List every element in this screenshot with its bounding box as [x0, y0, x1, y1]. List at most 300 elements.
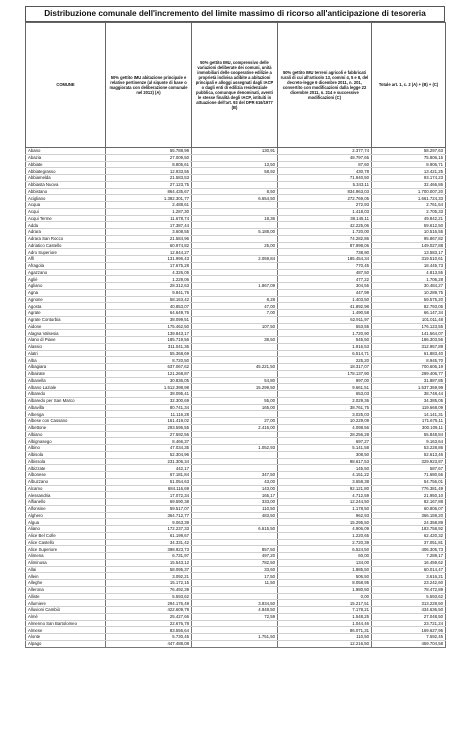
cell-imu-abitazione: 27.592,56 — [106, 431, 192, 438]
cell-imu-terreni: 6.524,50 — [278, 546, 372, 553]
cell-totale: 8.945,70 — [372, 357, 446, 364]
cell-imu-abitazione: 80.741,34 — [106, 404, 192, 411]
cell-comune: Adro Superiore — [26, 249, 106, 256]
cell-comune: Albisola — [26, 451, 106, 458]
cell-totale: 2.761,54 — [372, 202, 446, 209]
cell-imu-terreni: 225,20 — [278, 357, 372, 364]
cell-imu-abitazione: 55.368,69 — [106, 350, 192, 357]
table-row — [26, 485, 446, 492]
table-row — [26, 175, 446, 182]
cell-imu-abitazione: 38.099,51 — [106, 316, 192, 323]
table-row — [26, 519, 446, 526]
cell-imu-cooperative — [192, 451, 278, 458]
cell-comune: Agrate — [26, 310, 106, 317]
table-row — [26, 553, 446, 560]
cell-imu-cooperative — [192, 586, 278, 593]
cell-imu-cooperative: 43,00 — [192, 478, 278, 485]
cell-totale: 1.661.724,33 — [372, 195, 446, 202]
cell-imu-cooperative: 5.188,00 — [192, 229, 278, 236]
table-row — [26, 269, 446, 276]
table-row — [26, 195, 446, 202]
cell-imu-cooperative — [192, 235, 278, 242]
cell-totale: 61.883,40 — [372, 350, 446, 357]
cell-imu-terreni: 2.377,74 — [278, 148, 372, 155]
cell-imu-cooperative: 483,50 — [192, 512, 278, 519]
cell-imu-abitazione: 442,17 — [106, 465, 192, 472]
cell-totale: 10.289,75 — [372, 289, 446, 296]
cell-comune: Albuzzano — [26, 478, 106, 485]
cell-totale: 53.228,86 — [372, 445, 446, 452]
cell-imu-cooperative — [192, 411, 278, 418]
cell-imu-cooperative: 6.654,50 — [192, 195, 278, 202]
cell-totale: 23.721,24 — [372, 620, 446, 627]
cell-imu-terreni: 0,00 — [278, 593, 372, 600]
cell-imu-terreni: 477,22 — [278, 276, 372, 283]
municipal-distribution-table — [25, 22, 446, 648]
cell-imu-cooperative: 38,50 — [192, 337, 278, 344]
cell-comune: Adda — [26, 222, 106, 229]
cell-imu-abitazione: 311.041,36 — [106, 343, 192, 350]
cell-totale: 183.758,92 — [372, 526, 446, 533]
cell-comune: Albagiara — [26, 364, 106, 371]
table-row — [26, 505, 446, 512]
cell-comune: Albano Laziale — [26, 384, 106, 391]
cell-imu-cooperative — [192, 154, 278, 161]
cell-totale: 95.867,82 — [372, 235, 446, 242]
cell-comune: Alice Castello — [26, 539, 106, 546]
cell-totale: 31.887,85 — [372, 377, 446, 384]
column-header-imu-cooperative-iacp: 50% gettito IMU, comprensivo delle variazioni deliberate dei comuni, unità immobiliari delle cooperative edilizie a proprietà indivisa adibite a abitazioni principali e alloggi assegnati dagli IACP o dagli enti di edilizia residenziale pubblica, comunque denominati, aventi le stesse finalità degli IACP, istituiti in attuazione dell'art. 93 del DPR 616/1977 (B) — [192, 23, 278, 148]
cell-imu-abitazione: 32.300,69 — [106, 397, 192, 404]
cell-imu-cooperative: 3.834,50 — [192, 600, 278, 607]
table-row — [26, 249, 446, 256]
table-row — [26, 512, 446, 519]
cell-imu-abitazione: 17.072,34 — [106, 492, 192, 499]
cell-imu-terreni: 87,60 — [278, 161, 372, 168]
cell-totale: 59.575,20 — [372, 296, 446, 303]
table-row — [26, 283, 446, 290]
table-header-row — [26, 23, 446, 148]
table-row — [26, 148, 446, 155]
cell-comune: Alassio — [26, 343, 106, 350]
cell-imu-abitazione: 1.287,30 — [106, 208, 192, 215]
cell-imu-terreni: 653,03 — [278, 391, 372, 398]
cell-imu-cooperative — [192, 316, 278, 323]
cell-imu-terreni: 145,50 — [278, 465, 372, 472]
cell-imu-cooperative — [192, 465, 278, 472]
cell-imu-abitazione: 21.584,96 — [106, 235, 192, 242]
cell-imu-abitazione: 25.427,66 — [106, 613, 192, 620]
cell-comune: Adrara San Rocco — [26, 235, 106, 242]
cell-comune: Agnone — [26, 296, 106, 303]
cell-imu-cooperative: 6.615,50 — [192, 526, 278, 533]
table-row — [26, 296, 446, 303]
cell-comune: Albettone — [26, 424, 106, 431]
cell-imu-abitazione: 447.488,08 — [106, 640, 192, 647]
cell-imu-cooperative: 497,20 — [192, 553, 278, 560]
cell-imu-abitazione: 175.462,50 — [106, 323, 192, 330]
cell-totale: 3.616,21 — [372, 573, 446, 580]
cell-imu-cooperative: 110,50 — [192, 505, 278, 512]
cell-totale: 82.167,88 — [372, 499, 446, 506]
cell-totale: 54.756,01 — [372, 478, 446, 485]
table-row — [26, 539, 446, 546]
cell-imu-abitazione: 51.054,63 — [106, 478, 192, 485]
cell-totale: 4.813,55 — [372, 269, 446, 276]
cell-comune: Almè — [26, 613, 106, 620]
cell-imu-abitazione: 40.853,07 — [106, 303, 192, 310]
cell-imu-cooperative: 25,00 — [192, 242, 278, 249]
cell-imu-abitazione: 172.237,33 — [106, 526, 192, 533]
cell-imu-terreni: 18.317,07 — [278, 364, 372, 371]
cell-imu-abitazione: 34.331,42 — [106, 539, 192, 546]
cell-comune: Abbiategrasso — [26, 168, 106, 175]
table-row — [26, 620, 446, 627]
cell-imu-abitazione: 637.067,62 — [106, 364, 192, 371]
cell-imu-terreni: 48.797,65 — [278, 154, 372, 161]
table-row — [26, 202, 446, 209]
cell-imu-cooperative: 17,50 — [192, 573, 278, 580]
cell-totale: 27.048,50 — [372, 613, 446, 620]
cell-imu-abitazione: 22.676,78 — [106, 620, 192, 627]
cell-comune: Afragola — [26, 262, 106, 269]
cell-imu-abitazione: 5.593,62 — [106, 593, 192, 600]
cell-totale: 52.613,46 — [372, 451, 446, 458]
cell-imu-terreni: 15.217,51 — [278, 600, 372, 607]
cell-totale: 186.303,56 — [372, 337, 446, 344]
cell-imu-abitazione: 15.543,12 — [106, 559, 192, 566]
cell-totale: 8.906,71 — [372, 161, 446, 168]
cell-imu-abitazione: 52.304,96 — [106, 451, 192, 458]
cell-imu-abitazione: 60.974,82 — [106, 242, 192, 249]
cell-totale: 60.806,07 — [372, 505, 446, 512]
cell-imu-cooperative — [192, 181, 278, 188]
cell-imu-cooperative: 347,50 — [192, 472, 278, 479]
cell-imu-abitazione: 4.326,05 — [106, 269, 192, 276]
table-row — [26, 559, 446, 566]
cell-imu-terreni: 15.295,50 — [278, 519, 372, 526]
cell-comune: Alfianello — [26, 499, 106, 506]
table-row — [26, 161, 446, 168]
cell-imu-terreni: 308,50 — [278, 451, 372, 458]
table-row — [26, 424, 446, 431]
cell-imu-cooperative: 8,28 — [192, 296, 278, 303]
table-row — [26, 492, 446, 499]
cell-comune: Alonte — [26, 634, 106, 641]
cell-imu-cooperative — [192, 262, 278, 269]
cell-imu-abitazione: 422.609,79 — [106, 607, 192, 614]
cell-totale: 30.484,27 — [372, 283, 446, 290]
cell-comune: Alba — [26, 357, 106, 364]
cell-comune: Alleghe — [26, 580, 106, 587]
cell-totale: 171.675,11 — [372, 418, 446, 425]
cell-imu-terreni: 962,93 — [278, 512, 372, 519]
cell-imu-terreni: 12.216,50 — [278, 640, 372, 647]
table-row — [26, 154, 446, 161]
cell-totale: 119.668,09 — [372, 404, 446, 411]
cell-imu-abitazione: 9.841,76 — [106, 289, 192, 296]
cell-totale: 300.109,11 — [372, 424, 446, 431]
cell-totale: 299.406,77 — [372, 370, 446, 377]
cell-imu-abitazione: 58.163,42 — [106, 296, 192, 303]
cell-comune: Aliano — [26, 526, 106, 533]
cell-imu-abitazione: 59.517,07 — [106, 505, 192, 512]
cell-totale: 366.159,20 — [372, 512, 446, 519]
cell-imu-cooperative: 11,50 — [192, 580, 278, 587]
cell-imu-cooperative: 165,17 — [192, 492, 278, 499]
cell-comune: Abbistano — [26, 188, 106, 195]
cell-imu-terreni: 3.658,38 — [278, 478, 372, 485]
cell-imu-abitazione: 3.608,55 — [106, 229, 192, 236]
cell-comune: Albiano — [26, 431, 106, 438]
table-row — [26, 242, 446, 249]
cell-imu-abitazione: 38.095,41 — [106, 391, 192, 398]
cell-comune: Albavilla — [26, 404, 106, 411]
table-row — [26, 451, 446, 458]
cell-imu-cooperative — [192, 330, 278, 337]
cell-imu-cooperative: 54,80 — [192, 377, 278, 384]
cell-comune: Almenno San Bartolomeo — [26, 620, 106, 627]
cell-imu-abitazione: 11.678,74 — [106, 215, 192, 222]
table-row — [26, 397, 446, 404]
cell-totale: 101.011,48 — [372, 316, 446, 323]
cell-imu-terreni: 74.282,86 — [278, 235, 372, 242]
cell-imu-terreni: 487,50 — [278, 269, 372, 276]
cell-imu-abitazione: 12.844,27 — [106, 249, 192, 256]
cell-comune: Acqua — [26, 202, 106, 209]
cell-imu-cooperative — [192, 438, 278, 445]
cell-imu-terreni: 6.514,71 — [278, 350, 372, 357]
cell-imu-terreni: 834.963,03 — [278, 188, 372, 195]
cell-totale: 1.700.007,20 — [372, 188, 446, 195]
cell-comune: Albonese — [26, 472, 106, 479]
table-row — [26, 222, 446, 229]
table-row — [26, 627, 446, 634]
cell-imu-terreni: 770,45 — [278, 262, 372, 269]
cell-imu-abitazione: 139.843,17 — [106, 330, 192, 337]
cell-totale: 78.472,89 — [372, 586, 446, 593]
cell-imu-cooperative — [192, 620, 278, 627]
cell-totale: 71.680,56 — [372, 472, 446, 479]
cell-imu-abitazione: 55.788,99 — [106, 148, 192, 155]
cell-imu-abitazione: 61.199,67 — [106, 532, 192, 539]
cell-totale: 59.612,50 — [372, 222, 446, 229]
cell-imu-abitazione: 76.492,39 — [106, 586, 192, 593]
cell-imu-cooperative — [192, 208, 278, 215]
cell-imu-abitazione: 9.063,39 — [106, 519, 192, 526]
table-row — [26, 472, 446, 479]
cell-totale: 9.163,64 — [372, 438, 446, 445]
table-row — [26, 208, 446, 215]
cell-comune: Alagna Valsesia — [26, 330, 106, 337]
document-title: Distribuzione comunale dell'incremento del limite massimo di ricorso all'anticipazione di tesoreria — [25, 6, 445, 22]
cell-imu-terreni: 92.121,80 — [278, 485, 372, 492]
table-row — [26, 343, 446, 350]
cell-comune: Aliminusa — [26, 559, 106, 566]
cell-comune: Albenga — [26, 411, 106, 418]
cell-imu-cooperative — [192, 249, 278, 256]
cell-imu-cooperative — [192, 431, 278, 438]
cell-comune: Alice Superiore — [26, 546, 106, 553]
cell-imu-abitazione: 3.092,21 — [106, 573, 192, 580]
cell-comune: Alatri — [26, 350, 106, 357]
cell-imu-abitazione: 12.933,55 — [106, 168, 192, 175]
cell-imu-terreni: 9.661,51 — [278, 384, 372, 391]
cell-totale: 329.923,87 — [372, 458, 446, 465]
cell-imu-terreni: 697,27 — [278, 438, 372, 445]
cell-totale: 60.014,47 — [372, 566, 446, 573]
cell-imu-terreni: 738,90 — [278, 249, 372, 256]
cell-comune: Alliste — [26, 593, 106, 600]
cell-totale: 16.459,62 — [372, 559, 446, 566]
cell-imu-cooperative: 47,00 — [192, 303, 278, 310]
cell-imu-terreni: 4.712,59 — [278, 492, 372, 499]
table-row — [26, 499, 446, 506]
cell-comune: Adrara — [26, 229, 106, 236]
cell-imu-terreni: 1.548,25 — [278, 613, 372, 620]
cell-comune: Albissola — [26, 458, 106, 465]
cell-imu-abitazione: 864.435,67 — [106, 188, 192, 195]
cell-imu-terreni: 1.403,50 — [278, 296, 372, 303]
cell-comune: Adriatico Castello — [26, 242, 106, 249]
cell-imu-terreni: 71.940,50 — [278, 175, 372, 182]
cell-comune: Albaredo per San Marco — [26, 397, 106, 404]
cell-imu-cooperative: 4.848,50 — [192, 607, 278, 614]
table-row — [26, 640, 446, 647]
cell-comune: Abano — [26, 148, 106, 155]
cell-totale: 10.516,55 — [372, 229, 446, 236]
cell-imu-abitazione: 398.923,73 — [106, 546, 192, 553]
cell-imu-abitazione: 1.382.301,77 — [106, 195, 192, 202]
table-row — [26, 458, 446, 465]
cell-comune: Algua — [26, 519, 106, 526]
cell-comune: Alcamo — [26, 485, 106, 492]
table-row — [26, 384, 446, 391]
table-row — [26, 276, 446, 283]
cell-imu-cooperative — [192, 640, 278, 647]
cell-imu-terreni: 42.225,06 — [278, 222, 372, 229]
cell-imu-cooperative — [192, 350, 278, 357]
cell-imu-cooperative: 1.751,50 — [192, 634, 278, 641]
table-row — [26, 310, 446, 317]
cell-comune: Albino — [26, 445, 106, 452]
cell-imu-abitazione: 17.387,44 — [106, 222, 192, 229]
cell-totale: 18.445,73 — [372, 262, 446, 269]
table-row — [26, 607, 446, 614]
cell-imu-terreni: 5.343,11 — [278, 181, 372, 188]
cell-totale: 587,67 — [372, 465, 446, 472]
cell-comune: Albignasego — [26, 438, 106, 445]
cell-imu-abitazione: 294.176,49 — [106, 600, 192, 607]
table-row — [26, 445, 446, 452]
cell-imu-terreni: 1.044,46 — [278, 620, 372, 627]
column-header-imu-terreni-agricoli: 50% gettito IMU terreni agricoli e fabbricati rurali di cui all'articolo 13, commi 4, 5 e 8, del decreto-legge 6 dicembre 2011, n. 201, convertito con modificazioni dalla legge 22 dicembre 2011, n. 214 e successive modificazioni (C) — [278, 23, 372, 148]
column-header-totale: Totale art. 1, c. 2 (A) + (B) + (C) — [372, 23, 446, 148]
cell-imu-abitazione: 5.730,45 — [106, 634, 192, 641]
cell-imu-terreni: 62.911,97 — [278, 316, 372, 323]
cell-imu-terreni: 28.256,28 — [278, 431, 372, 438]
table-row — [26, 181, 446, 188]
table-row — [26, 188, 446, 195]
cell-imu-cooperative: 1.867,09 — [192, 283, 278, 290]
table-row — [26, 566, 446, 573]
table-row — [26, 465, 446, 472]
table-row — [26, 411, 446, 418]
cell-imu-terreni: 272,93 — [278, 202, 372, 209]
cell-comune: Agliè — [26, 276, 106, 283]
cell-imu-terreni: 38.761,75 — [278, 404, 372, 411]
cell-imu-cooperative: 165,00 — [192, 404, 278, 411]
table-row — [26, 303, 446, 310]
cell-imu-cooperative: 333,00 — [192, 499, 278, 506]
table-row — [26, 289, 446, 296]
cell-comune: Almese — [26, 627, 106, 634]
cell-imu-terreni: 553,55 — [278, 323, 372, 330]
cell-imu-cooperative — [192, 276, 278, 283]
cell-imu-terreni: 304,55 — [278, 283, 372, 290]
table-row — [26, 613, 446, 620]
cell-imu-cooperative — [192, 593, 278, 600]
cell-imu-cooperative: 2.415,00 — [192, 424, 278, 431]
table-row — [26, 262, 446, 269]
cell-imu-cooperative: 45.221,50 — [192, 364, 278, 371]
cell-imu-terreni: 447,99 — [278, 289, 372, 296]
cell-imu-cooperative: 7,00 — [192, 310, 278, 317]
cell-imu-abitazione: 21.583,53 — [106, 175, 192, 182]
cell-imu-terreni: 134,00 — [278, 559, 372, 566]
cell-totale: 5.593,62 — [372, 593, 446, 600]
table-row — [26, 431, 446, 438]
cell-comune: Abbiate — [26, 161, 106, 168]
cell-totale: 700.606,19 — [372, 364, 446, 371]
cell-imu-terreni: 2.029,36 — [278, 397, 372, 404]
cell-imu-cooperative: 18,36 — [192, 215, 278, 222]
cell-imu-abitazione: 69.590,38 — [106, 499, 192, 506]
cell-totale: 37.051,81 — [372, 539, 446, 546]
cell-imu-terreni: 2.720,39 — [278, 539, 372, 546]
cell-totale: 776.381,49 — [372, 485, 446, 492]
cell-totale: 434.636,50 — [372, 607, 446, 614]
cell-comune: Albairate — [26, 370, 106, 377]
cell-totale: 149.027,88 — [372, 242, 446, 249]
cell-imu-abitazione: 131.996,43 — [106, 256, 192, 263]
cell-imu-terreni: 997,00 — [278, 377, 372, 384]
table-row — [26, 573, 446, 580]
cell-imu-terreni: 5.141,58 — [278, 445, 372, 452]
cell-imu-terreni: 185.454,34 — [278, 256, 372, 263]
cell-totale: 24.358,89 — [372, 519, 446, 526]
cell-imu-abitazione: 30.836,05 — [106, 377, 192, 384]
cell-imu-cooperative: 33,60 — [192, 566, 278, 573]
cell-imu-abitazione: 8.466,37 — [106, 438, 192, 445]
cell-imu-cooperative — [192, 343, 278, 350]
table-row — [26, 364, 446, 371]
table-row — [26, 337, 446, 344]
cell-imu-cooperative: 55,00 — [192, 397, 278, 404]
cell-imu-abitazione: 6.731,97 — [106, 553, 192, 560]
cell-imu-abitazione: 27.009,50 — [106, 154, 192, 161]
table-row — [26, 418, 446, 425]
cell-imu-abitazione: 64.649,76 — [106, 310, 192, 317]
cell-totale: 32.466,86 — [372, 181, 446, 188]
cell-imu-abitazione: 293.595,55 — [106, 424, 192, 431]
cell-imu-terreni: 7.178,21 — [278, 607, 372, 614]
cell-comune: Abazia — [26, 154, 106, 161]
cell-imu-cooperative: 130,91 — [192, 148, 278, 155]
cell-totale: 1.706,28 — [372, 276, 446, 283]
table-row — [26, 235, 446, 242]
cell-imu-terreni: 1.980,50 — [278, 586, 372, 593]
